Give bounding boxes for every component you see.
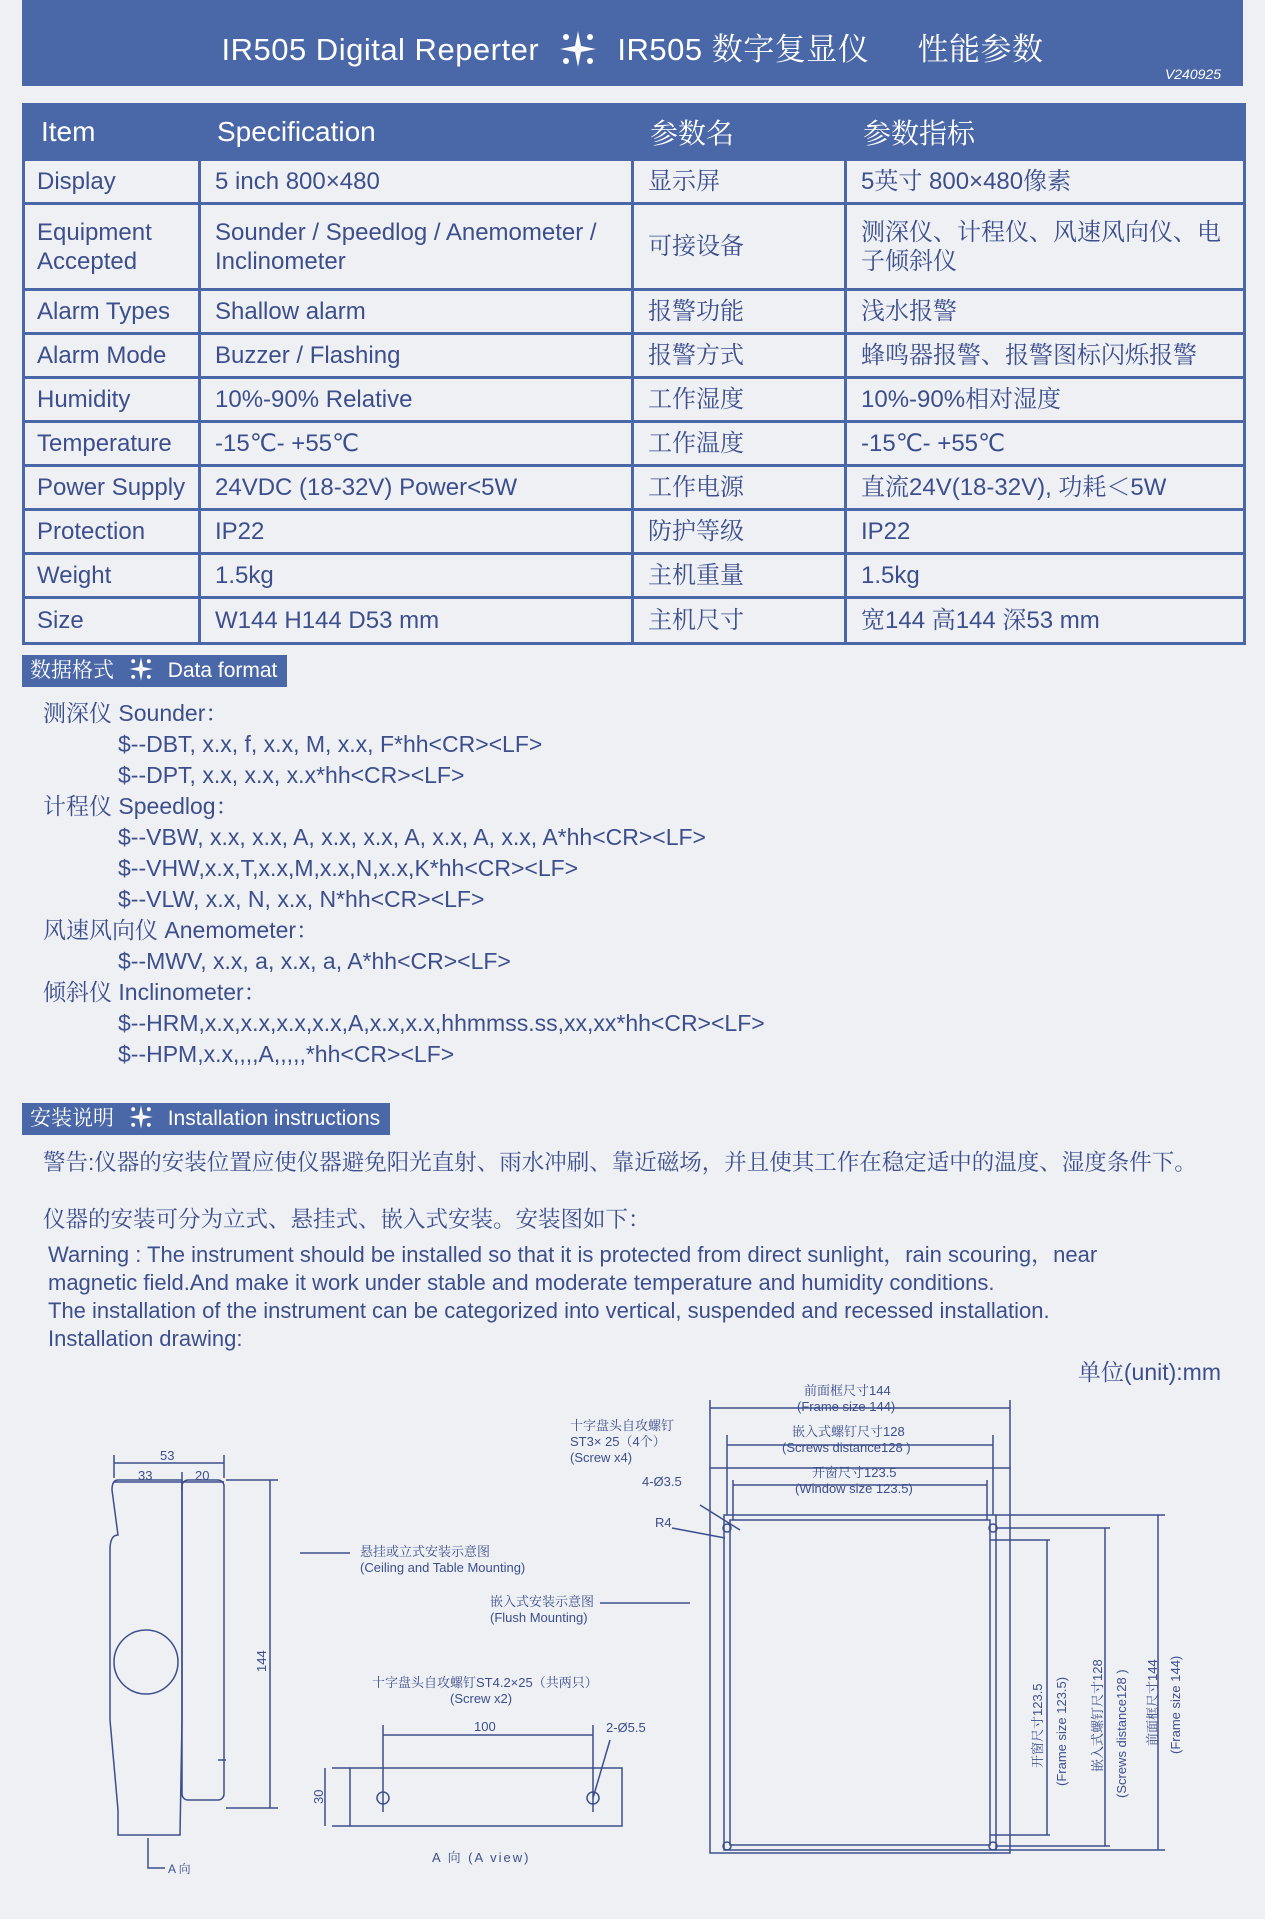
col-header-value: 参数指标 bbox=[846, 105, 1245, 160]
installation-drawing bbox=[0, 1380, 1265, 1919]
screw-top-cn: 十字盘头自攻螺钉 bbox=[570, 1418, 675, 1433]
row-spec: Buzzer / Flashing bbox=[200, 334, 633, 378]
sentence-format: $--DPT, x.x, x.x, x.x*hh<CR><LF> bbox=[118, 762, 465, 788]
row-param: 主机尺寸 bbox=[633, 598, 846, 644]
side-view-body bbox=[110, 1480, 182, 1835]
table-row bbox=[24, 466, 1245, 510]
spec-table bbox=[22, 103, 1246, 645]
dim-100: 100 bbox=[474, 1719, 496, 1734]
v-window-size-cn: 开窗尺寸123.5 bbox=[1030, 1683, 1045, 1768]
row-value: 测深仪、计程仪、风速风向仪、电子倾斜仪 bbox=[846, 204, 1245, 290]
row-spec: Shallow alarm bbox=[200, 290, 633, 334]
data-format-tag-en: Data format bbox=[167, 659, 278, 682]
installation-tag bbox=[22, 1103, 390, 1135]
install-types-en: The installation of the instrument can be categorized into vertical, suspended and recessed installation. bbox=[48, 1298, 1050, 1323]
row-item: Display bbox=[24, 160, 200, 204]
row-spec: IP22 bbox=[200, 510, 633, 554]
screws-distance-cn: 嵌入式螺钉尺寸128 bbox=[792, 1424, 905, 1439]
row-item: Alarm Mode bbox=[24, 334, 200, 378]
a-direction-label: A 向 bbox=[168, 1862, 191, 1876]
data-format-list bbox=[43, 698, 765, 1070]
row-item: Alarm Types bbox=[24, 290, 200, 334]
sentence-format: $--VHW,x.x,T,x.x,M,x.x,N,x.x,K*hh<CR><LF> bbox=[118, 855, 579, 881]
row-value: 蜂鸣器报警、报警图标闪烁报警 bbox=[846, 334, 1245, 378]
table-header-row bbox=[24, 105, 1245, 160]
row-param: 显示屏 bbox=[633, 160, 846, 204]
row-item: Equipment Accepted bbox=[24, 204, 200, 290]
row-value: 浅水报警 bbox=[846, 290, 1245, 334]
row-item: Protection bbox=[24, 510, 200, 554]
front-frame bbox=[710, 1468, 1010, 1853]
table-row bbox=[24, 422, 1245, 466]
front-window bbox=[730, 1520, 990, 1845]
install-types-cn: 仪器的安装可分为立式、悬挂式、嵌入式安装。安装图如下： bbox=[43, 1207, 651, 1232]
anemometer-label: 风速风向仪 Anemometer： bbox=[43, 917, 320, 943]
title-cn: IR505 数字复显仪 bbox=[617, 32, 870, 67]
table-row bbox=[24, 598, 1245, 644]
dim-30: 30 bbox=[311, 1789, 326, 1804]
row-value: IP22 bbox=[846, 510, 1245, 554]
row-param: 报警方式 bbox=[633, 334, 846, 378]
inclinometer-label: 倾斜仪 Inclinometer： bbox=[43, 979, 267, 1005]
title-en: IR505 Digital Reperter bbox=[221, 32, 540, 67]
table-row bbox=[24, 378, 1245, 422]
col-header-spec: Specification bbox=[200, 105, 633, 160]
table-row bbox=[24, 334, 1245, 378]
drawing-label: Installation drawing: bbox=[48, 1326, 243, 1351]
row-spec: 10%-90% Relative bbox=[200, 378, 633, 422]
row-spec: 1.5kg bbox=[200, 554, 633, 598]
v-screws-distance-cn: 嵌入式螺钉尺寸128 bbox=[1090, 1659, 1105, 1772]
installation-tag-cn: 安装说明 bbox=[30, 1107, 114, 1130]
a-view-label: A 向 (A view) bbox=[432, 1850, 531, 1865]
table-row bbox=[24, 160, 1245, 204]
sounder-label: 测深仪 Sounder： bbox=[43, 700, 229, 726]
warning-en-2: magnetic field.And make it work under stable and moderate temperature and humidity conditions. bbox=[48, 1270, 995, 1295]
sparkle-icon bbox=[128, 656, 154, 682]
sparkle-icon bbox=[558, 29, 598, 69]
side-view-bracket bbox=[114, 1630, 178, 1694]
speedlog-label: 计程仪 Speedlog： bbox=[43, 793, 239, 819]
row-item: Power Supply bbox=[24, 466, 200, 510]
row-param: 主机重量 bbox=[633, 554, 846, 598]
v-frame-size-en: (Frame size 144) bbox=[1168, 1655, 1183, 1754]
row-value: 宽144 高144 深53 mm bbox=[846, 598, 1245, 644]
data-format-tag-cn: 数据格式 bbox=[30, 659, 114, 682]
row-param: 防护等级 bbox=[633, 510, 846, 554]
col-header-item: Item bbox=[24, 105, 200, 160]
unit-label: 单位(unit):mm bbox=[1077, 1359, 1221, 1385]
screw-top-spec: ST3× 25（4个） bbox=[570, 1434, 666, 1449]
v-window-size-en: (Frame size 123.5) bbox=[1054, 1676, 1069, 1786]
table-row bbox=[24, 204, 1245, 290]
table-row bbox=[24, 554, 1245, 598]
screws-distance-en: (Screws distance128 ) bbox=[782, 1440, 911, 1455]
sentence-format: $--MWV, x.x, a, x.x, a, A*hh<CR><LF> bbox=[118, 948, 511, 974]
dim-53: 53 bbox=[160, 1448, 175, 1463]
row-spec: W144 H144 D53 mm bbox=[200, 598, 633, 644]
row-spec: Sounder / Speedlog / Anemometer / Inclinometer bbox=[200, 204, 633, 290]
row-param: 报警功能 bbox=[633, 290, 846, 334]
v-screws-distance-en: (Screws distance128 ) bbox=[1114, 1669, 1129, 1798]
sentence-format: $--HRM,x.x,x.x,x.x,x.x,A,x.x,x.x,hhmmss.ss,xx,xx*hh<CR><LF> bbox=[118, 1010, 765, 1036]
window-size-cn: 开窗尺寸123.5 bbox=[812, 1465, 897, 1480]
row-param: 工作湿度 bbox=[633, 378, 846, 422]
flush-mount-en: (Flush Mounting) bbox=[490, 1610, 588, 1625]
v-frame-size-cn: 前面框尺寸144 bbox=[1145, 1659, 1160, 1746]
row-item: Size bbox=[24, 598, 200, 644]
sentence-format: $--VLW, x.x, N, x.x, N*hh<CR><LF> bbox=[118, 886, 485, 912]
row-value: 5英寸 800×480像素 bbox=[846, 160, 1245, 204]
hole-4: 4-Ø3.5 bbox=[642, 1474, 682, 1489]
table-row bbox=[24, 290, 1245, 334]
dim-20: 20 bbox=[195, 1468, 210, 1483]
side-view-frame bbox=[182, 1480, 224, 1800]
row-param: 工作温度 bbox=[633, 422, 846, 466]
row-spec: 5 inch 800×480 bbox=[200, 160, 633, 204]
row-item: Weight bbox=[24, 554, 200, 598]
row-spec: -15℃- +55℃ bbox=[200, 422, 633, 466]
installation-tag-en: Installation instructions bbox=[167, 1107, 381, 1130]
row-value: 10%-90%相对湿度 bbox=[846, 378, 1245, 422]
warning-cn: 警告:仪器的安装位置应使仪器避免阳光直射、雨水冲刷、靠近磁场，并且使其工作在稳定适中的温度、湿度条件下。 bbox=[43, 1150, 1197, 1175]
screw-bottom-en: (Screw x2) bbox=[450, 1691, 513, 1706]
version-label: V240925 bbox=[1164, 66, 1221, 82]
dim-144-side: 144 bbox=[254, 1650, 269, 1672]
row-value: 1.5kg bbox=[846, 554, 1245, 598]
row-param: 可接设备 bbox=[633, 204, 846, 290]
frame-size-cn: 前面框尺寸144 bbox=[804, 1383, 891, 1398]
sentence-format: $--HPM,x.x,,,,A,,,,,*hh<CR><LF> bbox=[118, 1041, 455, 1067]
page-header bbox=[22, 0, 1243, 86]
a-view-bracket bbox=[350, 1768, 622, 1826]
flush-mount-cn: 嵌入式安装示意图 bbox=[490, 1594, 595, 1609]
data-format-tag bbox=[22, 655, 287, 687]
sentence-format: $--DBT, x.x, f, x.x, M, x.x, F*hh<CR><LF> bbox=[118, 731, 543, 757]
row-value: -15℃- +55℃ bbox=[846, 422, 1245, 466]
sentence-format: $--VBW, x.x, x.x, A, x.x, x.x, A, x.x, A, x.x, A*hh<CR><LF> bbox=[118, 824, 706, 850]
row-item: Temperature bbox=[24, 422, 200, 466]
row-param: 工作电源 bbox=[633, 466, 846, 510]
screw-bottom-cn: 十字盘头自攻螺钉ST4.2×25（共两只） bbox=[372, 1675, 598, 1690]
dim-33: 33 bbox=[138, 1468, 153, 1483]
row-spec: 24VDC (18-32V) Power<5W bbox=[200, 466, 633, 510]
ceiling-mount-cn: 悬挂或立式安装示意图 bbox=[360, 1544, 491, 1559]
col-header-param: 参数名 bbox=[633, 105, 846, 160]
frame-size-en: (Frame size 144) bbox=[797, 1399, 896, 1414]
ceiling-mount-en: (Ceiling and Table Mounting) bbox=[360, 1560, 526, 1575]
radius-r4: R4 bbox=[655, 1515, 672, 1530]
page-title bbox=[22, 24, 1243, 72]
table-row bbox=[24, 510, 1245, 554]
window-size-en: (Window size 123.5) bbox=[795, 1481, 913, 1496]
row-value: 直流24V(18-32V), 功耗＜5W bbox=[846, 466, 1245, 510]
hole-2: 2-Ø5.5 bbox=[606, 1720, 646, 1735]
title-cn-2: 性能参数 bbox=[917, 32, 1044, 67]
row-item: Humidity bbox=[24, 378, 200, 422]
sparkle-icon bbox=[128, 1104, 154, 1130]
screw-top-en: (Screw x4) bbox=[570, 1450, 633, 1465]
warning-en-1: Warning : The instrument should be installed so that it is protected from direct sunlight，rain scouring，near bbox=[48, 1242, 1098, 1267]
